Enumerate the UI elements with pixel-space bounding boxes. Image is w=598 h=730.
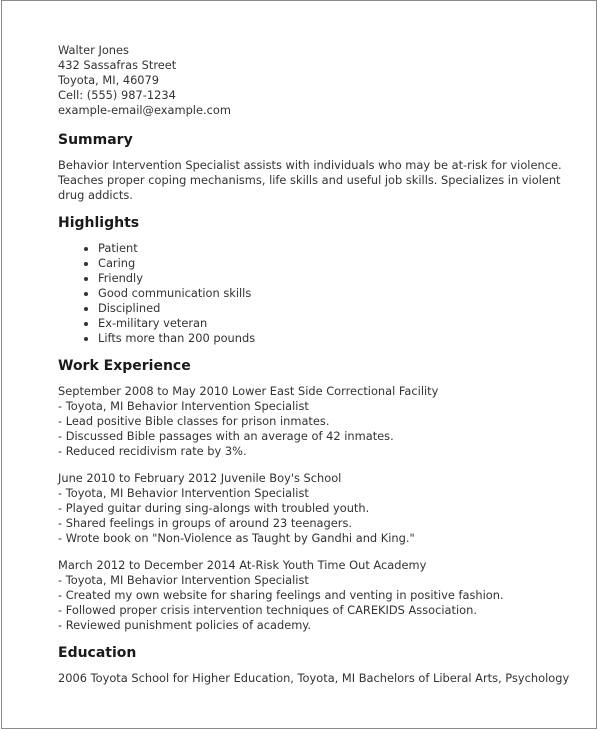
highlight-item: • Friendly — [98, 271, 576, 286]
resume-page — [1, 0, 597, 729]
job-line: - Toyota, MI Behavior Intervention Specialist — [58, 573, 309, 587]
job-line: - Toyota, MI Behavior Intervention Specialist — [58, 399, 309, 413]
job-line: - Created my own website for sharing feelings and venting in positive fashion. — [58, 588, 504, 602]
contact-cell: Cell: (555) 987-1234 — [58, 88, 176, 102]
summary-text: Behavior Intervention Specialist assists with individuals who may be at-risk for violence. Teaches proper coping mechanisms, life skills and useful job skills. Specializes in violent drug addicts. — [58, 158, 562, 202]
highlight-item: • Good communication skills — [98, 286, 576, 301]
contact-block — [58, 43, 576, 118]
job-entry — [58, 384, 576, 459]
job-entry — [58, 558, 576, 633]
summary-heading: Summary — [58, 132, 133, 148]
job-title: June 2010 to February 2012 Juvenile Boy's School — [58, 471, 342, 485]
job-line: - Toyota, MI Behavior Intervention Specialist — [58, 486, 309, 500]
job-title: September 2008 to May 2010 Lower East Side Correctional Facility — [58, 384, 439, 398]
contact-name: Walter Jones — [58, 43, 129, 57]
contact-street: 432 Sassafras Street — [58, 58, 177, 72]
education-text: 2006 Toyota School for Higher Education, Toyota, MI Bachelors of Liberal Arts, Psychology — [58, 671, 570, 685]
job-entry — [58, 471, 576, 546]
job-title: March 2012 to December 2014 At-Risk Youth Time Out Academy — [58, 558, 427, 572]
job-line: - Shared feelings in groups of around 23 teenagers. — [58, 516, 352, 530]
highlight-item: • Lifts more than 200 pounds — [98, 331, 576, 346]
job-line: - Lead positive Bible classes for prison inmates. — [58, 414, 330, 428]
education-heading: Education — [58, 645, 137, 661]
work-heading: Work Experience — [58, 358, 191, 374]
highlight-item: • Ex-military veteran — [98, 316, 576, 331]
highlights-section — [58, 215, 576, 346]
contact-city: Toyota, MI, 46079 — [58, 73, 160, 87]
highlight-item: • Caring — [98, 256, 576, 271]
highlights-list — [58, 241, 576, 346]
contact-email: example-email@example.com — [58, 103, 231, 117]
job-line: - Wrote book on "Non-Violence as Taught by Gandhi and King." — [58, 531, 415, 545]
job-line: - Played guitar during sing-alongs with troubled youth. — [58, 501, 370, 515]
highlight-item: • Disciplined — [98, 301, 576, 316]
job-line: - Reviewed punishment policies of academy. — [58, 618, 312, 632]
job-line: - Discussed Bible passages with an average of 42 inmates. — [58, 429, 394, 443]
job-line: - Reduced recidivism rate by 3%. — [58, 444, 247, 458]
education-section — [58, 645, 576, 686]
work-section — [58, 358, 576, 633]
job-line: - Followed proper crisis intervention techniques of CAREKIDS Association. — [58, 603, 477, 617]
highlights-heading: Highlights — [58, 215, 140, 231]
summary-section — [58, 132, 576, 203]
highlight-item: • Patient — [98, 241, 576, 256]
